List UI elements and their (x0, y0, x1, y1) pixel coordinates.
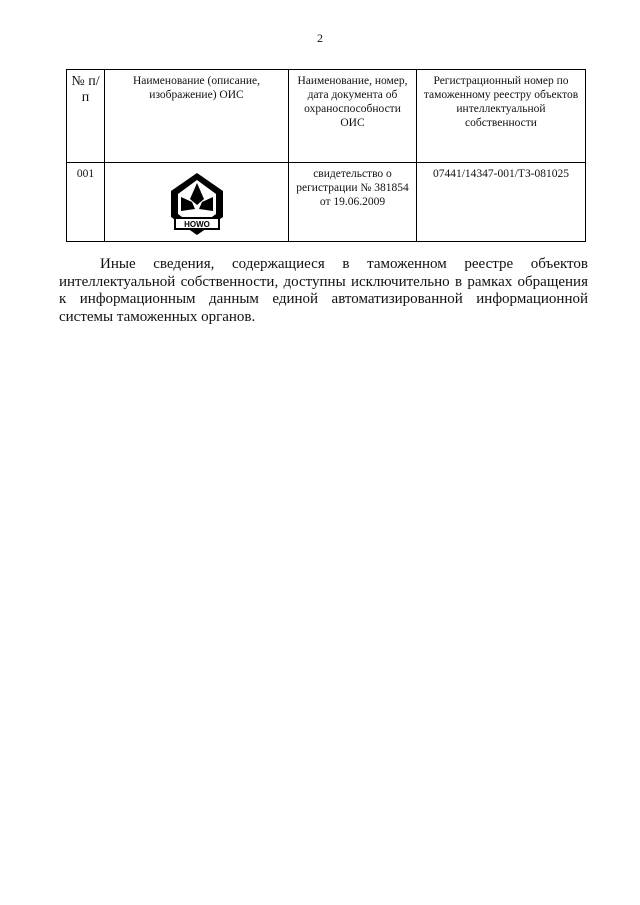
body-paragraph: Иные сведения, содержащиеся в таможенном реестре объектов интеллектуальной собственности, доступны исключительно в рамках обращения к информационным данным единой автоматизированной информационной системы таможенных органов. (59, 256, 588, 325)
reg-number-cell: 07441/14347-001/ТЗ-081025 (417, 163, 586, 242)
header-document: Наименование, номер, дата документа об охраноспособности ОИС (289, 70, 417, 163)
trademark-image-cell (105, 163, 289, 242)
row-number: 001 (67, 163, 105, 242)
header-number: № п/п (67, 70, 105, 163)
document-cell: свидетельство о регистрации № 381854 от 19.06.2009 (289, 163, 417, 242)
ois-table (66, 69, 586, 242)
header-reg-number: Регистрационный номер по таможенному реестру объектов интеллектуальной собственности (417, 70, 586, 163)
table-header-row (67, 70, 586, 163)
page-number: 2 (317, 31, 323, 45)
howo-logo-icon (169, 171, 225, 237)
header-description: Наименование (описание, изображение) ОИС (105, 70, 289, 163)
logo-text: HOWO (183, 220, 210, 229)
table-row (67, 163, 586, 242)
